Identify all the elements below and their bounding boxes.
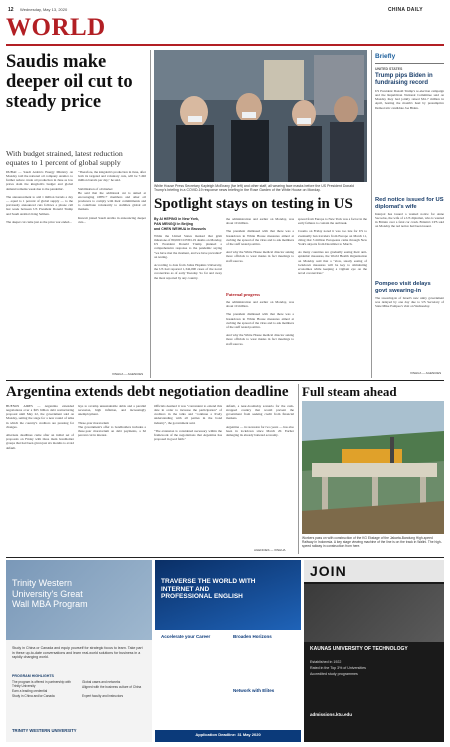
spotlight-caption: White House Press Secretary Kayleigh McEnany (far left) and other staff, all wearing face masks before the US President Donald Trump's briefing in a COVID-19 response news briefing in the Rose Garden of the White House on Monday. [154, 184, 354, 193]
briefly-title: Briefly [375, 53, 396, 60]
network-label: Network with Elites [233, 688, 275, 693]
brief-2-headline: Red notice issued for US diplomat's wife [375, 197, 444, 210]
kaunas-point-3: Accredited study programmes [310, 672, 358, 676]
spotlight-photo [154, 50, 367, 182]
trinity-bullet-2: Earn a leading credential [12, 689, 48, 693]
spotlight-byline-2: PAN MENGQI in Beijing [154, 222, 194, 226]
kaunas-join: JOIN [310, 563, 347, 579]
broaden-label: Broaden Horizons [233, 634, 272, 639]
brief-1-tag: UNITED STATES [375, 67, 403, 71]
divider-briefly [371, 50, 372, 378]
spotlight-col-2: the administration and earlier on Monday, was about 10 million. The president dismissed with that there was a breakdown in White House measures aimed at curbing the spread of the virus and to ask members of the staff tested positive. And why the White House medical director asking more officials to wear masks in fact meetings to staff sources. [226, 217, 294, 263]
kaunas-email[interactable]: admissions.ktu.edu [310, 712, 353, 717]
section-rule [6, 44, 444, 46]
kaunas-point-1: Established in 1922 [310, 660, 342, 664]
issue-date: Wednesday, May 13, 2020 [20, 7, 68, 12]
spotlight-byline-1: By AI HEPING in New York, [154, 217, 199, 221]
kaunas-university: KAUNAS UNIVERSITY OF TECHNOLOGY [310, 646, 408, 652]
trinity-bullet-6: Expert faculty and instructors [82, 694, 124, 698]
kaunas-ad[interactable] [304, 560, 444, 742]
trinity-brand: TRINITY WESTERN UNIVERSITY [12, 728, 77, 733]
section-title: WORLD [6, 14, 106, 41]
lead-col-2: "Therefore, the kingdom's production in June, after both its targeted and voluntary cuts, will be 7.492 million barrels per day," he said. Stabilization of oil market He said that the additional cut is aimed at encouraging OPEC+ members and other oil producers to comply with their commitments and to contribute voluntarily to stabilize global oil markets. Kuwait joined Saudi Arabia in announcing deeper cuts... [78, 170, 146, 224]
spotlight-col-2b: the administration and earlier on Monday, was about 10 million. The president dismissed with that there was a breakdown in White House measures aimed at curbing the spread of the virus and to ask members of the staff tested positive. And why the White House medical director asking more officials to wear masks in fact meetings to staff sources. [226, 300, 294, 346]
brief-1-headline: Trump pips Biden in fundraising record [375, 73, 433, 86]
fullsteam-caption: Workers pass on with construction of the KG Ekstage of the Jakarta-Bandung High-speed Railway in Indonesia. A key stage viewing machine of the line is on the track in Walini. The high-speed railway in construction from here. [302, 536, 442, 548]
divider-fullsteam [298, 384, 299, 554]
accel-label: Accelerate your Career [161, 634, 211, 639]
traverse-panel [155, 630, 301, 730]
trinity-body: Study in China or Canada and equip yourself for strategic focus to learn. Take part in these up-to-date conversations and learn real-world solutions for business in a rapidly changing world. [12, 646, 143, 659]
railway-construction-image [302, 401, 444, 534]
kaunas-point-2: Rated in the Top 3% of Universities [310, 666, 366, 670]
trinity-section: PROGRAM HIGHLIGHTS [12, 674, 54, 678]
argentina-col-1: BUENOS AIRES — Argentina extended negotiations over a $65 billion debt restructuring proposal until May 22, the government said on Monday, setting the stage for a new round of talks in which the country's creditors are pressing for changes. Alternate deadlines came after an initial set of proposals on Friday with three main bondholder groups that had been given just six months to avoid default. [6, 404, 74, 450]
spotlight-subhead: Paternal progress [226, 292, 260, 297]
page-number: 12 [8, 7, 14, 13]
traverse-headline: TRAVERSE THE WORLD WITH INTERNET AND PROFESSIONAL ENGLISH [161, 578, 256, 600]
paper-name: CHINA DAILY [388, 7, 423, 13]
lead-byline: XINHUA — AGENCIES [112, 372, 144, 376]
briefly-byline: XINHUA — AGENCIES [410, 371, 442, 375]
brief-3-headline: Pompeo visit delays govt swearing-in [375, 281, 431, 294]
brief-1-body: US President Donald Trump's re-election campaign and the Republican National Committee said on Monday they had jointly raised $61.7 million in April, besting the month's haul by presumptive Democratic candidate Joe Biden. [375, 89, 445, 110]
deadline-banner: Application Deadline: 31 May 2020 [195, 732, 261, 737]
briefly-rule [375, 63, 444, 64]
spotlight-col-1: While the United States marked that grim milestone of 80,000 COVID-19 deaths on Monday, US President Donald Trump planned a comprehensive response to the pandemic saying "we have met the moment, and we have prevailed" on testing. According to data from Johns Hopkins University, the US had reported 1,342,000 cases of the novel coronavirus as of early Tuesday. So far and away the most reported by any country. [154, 234, 222, 280]
fullsteam-photo [302, 401, 444, 534]
trinity-bullet-4: Global cases and networks [82, 680, 121, 684]
press-briefing-image [154, 50, 367, 182]
trinity-bullet-5: Aligned with the business culture of China [82, 685, 142, 689]
mid-rule [6, 380, 444, 381]
lead-col-1: DUBAI — Saudi Arabia's Energy Ministry on Monday told the national oil company Aramco to further reduce crude oil production in June as low prices slam the kingdom's budget and global demand remains weak due to the pandemic. The announcement to add 1 million barrels a day — equal to 1 percent of global supply — to the previously announced cuts follows a phone call last week between US President Donald Trump and Saudi Arabia's King Salman. The deeper cut came just as the price war ended... [6, 170, 73, 224]
argentina-byline: AGENCIES — XINHUA [254, 548, 286, 552]
brief-3-body: The swearing-in of Israel's new unity government was delayed by one day due to US Secretary of State Mike Pompeo's visit on Wednesday. [375, 296, 445, 309]
fullsteam-headline: Full steam ahead [302, 384, 397, 399]
trinity-bullet-1: The program is offered in partnership with Trinity University [12, 680, 71, 689]
argentina-col-4: default, a near-doomsday scenario for the cash-strapped country that would prevent the government from seeking credit from financial markets. Argentina — in recession for two years — has also been in lockdown since March 20. Earlier damaging its already battered economy. [226, 404, 294, 438]
trinity-bullet-3: Study in China and/or Canada [12, 694, 55, 698]
lead-deck: With budget strained, latest reduction equates to 1 percent of global supply [6, 149, 123, 167]
brief-2-body: Interpol has issued a wanted notice for Anne Sacoolas, the wife of a US diplomat, who is wanted in Britain over a fatal car crash. Britain's CPS said on Monday the red notice had been issued. [375, 212, 445, 229]
trinity-ad[interactable] [6, 560, 152, 742]
argentina-col-3: Officials deemed it was "convenient to extend this date in order to increase the participation" of creditors in the talks and "continue a lively understanding with all parties in the bond industry", the government said. "The extension is considered necessary within the framework of the negotiations that Argentina has proposed in good faith." [154, 404, 222, 442]
traverse-ad[interactable] [155, 560, 301, 742]
spotlight-col-3: spread from Europe to New York was a factor in the early failures to contain the outbreak. Cuomo on Friday noted it was too late for US to eventually ban travelers from Europe on March 11, citing that 3 million Europeans came through New York's airports from December to March. As many countries are gradually easing their anti-epidemic measures, the World Health Organization on Monday said that a "slow, steady easing of lockdown measures will be key to stimulating economies while keeping a vigilant eye on the novel coronavirus." [298, 217, 367, 276]
spotlight-headline: Spotlight stays on testing in US [154, 196, 353, 212]
lead-headline: Saudis make deeper oil cut to steady price [6, 52, 133, 112]
divider-lead [150, 50, 151, 378]
argentina-headline: Argentina extends debt negotiation deadline [6, 384, 289, 400]
spotlight-byline-3: and CHEN WEIHUA in Brussels [154, 227, 206, 231]
argentina-col-2: lays to revamp unsustainable debts and a parallel recession, high inflation, and increasingly unemployment. Three-year moratorium The government's offer to bondholders includes a three-year moratorium on debt payments, a 62 percent cut in interest. [78, 404, 146, 438]
ad-rule [6, 557, 444, 558]
trinity-headline: Trinity Western University's Great Wall MBA Program [12, 578, 88, 609]
